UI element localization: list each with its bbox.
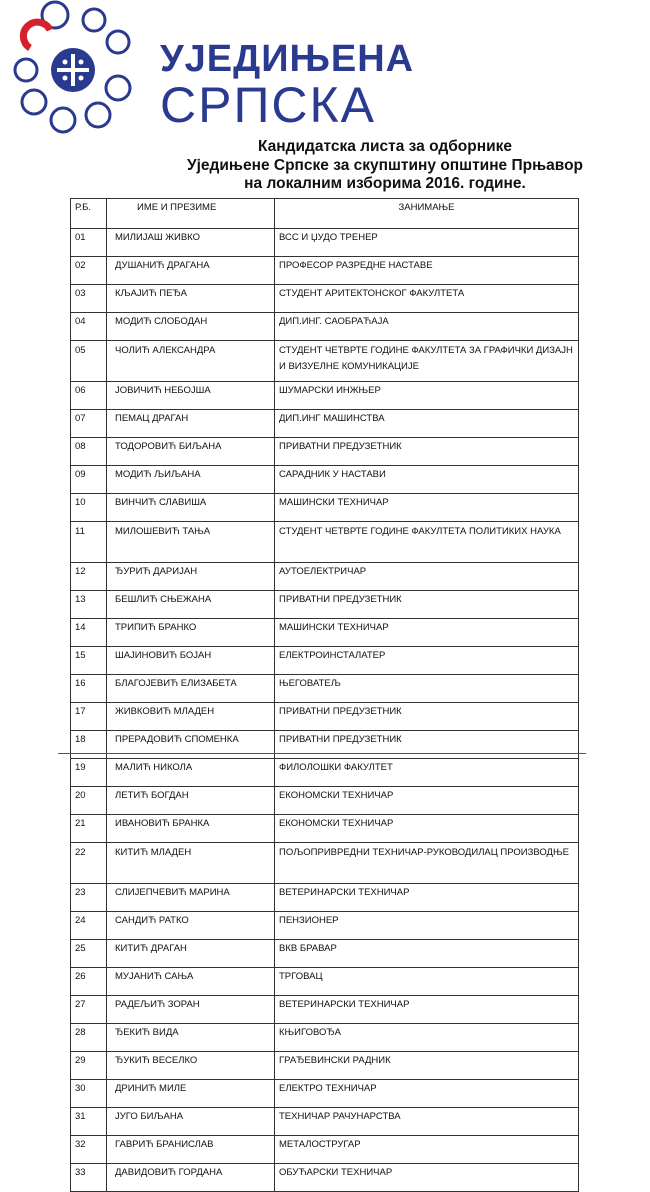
candidate-occupation: ЕКОНОМСКИ ТЕХНИЧАР xyxy=(275,787,579,815)
table-row xyxy=(71,912,579,940)
candidate-name: СЛИЈЕПЧЕВИЋ МАРИНА xyxy=(107,884,275,912)
table-row xyxy=(71,382,579,410)
candidate-number: 08 xyxy=(71,438,107,466)
candidate-number: 32 xyxy=(71,1136,107,1164)
candidate-name: МИЛОШЕВИЋ ТАЊА xyxy=(107,522,275,563)
candidate-occupation: ПРИВАТНИ ПРЕДУЗЕТНИК xyxy=(275,438,579,466)
candidate-occupation: ЊЕГОВАТЕЉ xyxy=(275,675,579,703)
scan-line-divider xyxy=(58,753,586,754)
table-row xyxy=(71,466,579,494)
candidate-number: 29 xyxy=(71,1052,107,1080)
candidate-name: БЕШЛИЋ СЊЕЖАНА xyxy=(107,591,275,619)
table-row xyxy=(71,996,579,1024)
heading-line-3: на локалним изборима 2016. године. xyxy=(244,175,526,192)
candidate-name: ЂЕКИЋ ВИДА xyxy=(107,1024,275,1052)
table-row xyxy=(71,647,579,675)
candidate-name: САНДИЋ РАТКО xyxy=(107,912,275,940)
candidate-occupation: СТУДЕНТ ЧЕТВРТЕ ГОДИНЕ ФАКУЛТЕТА ЗА ГРАФИЧКИ ДИЗАЈН И ВИЗУЕЛНЕ КОМУНИКАЦИЈЕ xyxy=(275,341,579,382)
candidate-number: 21 xyxy=(71,815,107,843)
candidate-occupation: ПОЉОПРИВРЕДНИ ТЕХНИЧАР-РУКОВОДИЛАЦ ПРОИЗВОДЊЕ xyxy=(275,843,579,884)
candidate-number: 11 xyxy=(71,522,107,563)
candidate-number: 10 xyxy=(71,494,107,522)
candidate-occupation: ТРГОВАЦ xyxy=(275,968,579,996)
candidate-occupation: СТУДЕНТ ЧЕТВРТЕ ГОДИНЕ ФАКУЛТЕТА ПОЛИТИКИХ НАУКА xyxy=(275,522,579,563)
candidate-occupation: ВСС И ЏУДО ТРЕНЕР xyxy=(275,229,579,257)
candidate-occupation: ПРОФЕСОР РАЗРЕДНЕ НАСТАВЕ xyxy=(275,257,579,285)
candidate-number: 04 xyxy=(71,313,107,341)
candidate-name: МОДИЋ ЉИЉАНА xyxy=(107,466,275,494)
table-row xyxy=(71,1080,579,1108)
candidate-name: МАЛИЋ НИКОЛА xyxy=(107,759,275,787)
header-occupation: ЗАНИМАЊЕ xyxy=(275,199,579,229)
candidate-number: 30 xyxy=(71,1080,107,1108)
candidate-number: 19 xyxy=(71,759,107,787)
candidate-name: РАДЕЉИЋ ЗОРАН xyxy=(107,996,275,1024)
candidate-number: 14 xyxy=(71,619,107,647)
candidate-name: МОДИЋ СЛОБОДАН xyxy=(107,313,275,341)
candidate-number: 20 xyxy=(71,787,107,815)
candidate-name: ВИНЧИЋ СЛАВИША xyxy=(107,494,275,522)
candidate-occupation: СТУДЕНТ АРИТЕКТОНСКОГ ФАКУЛТЕТА xyxy=(275,285,579,313)
candidate-name: ЈУГО БИЉАНА xyxy=(107,1108,275,1136)
table-row xyxy=(71,815,579,843)
candidate-name: ЂУРИЋ ДАРИЈАН xyxy=(107,563,275,591)
candidate-occupation: КЊИГОВОЂА xyxy=(275,1024,579,1052)
candidate-occupation: ПЕНЗИОНЕР xyxy=(275,912,579,940)
table-row xyxy=(71,787,579,815)
candidate-name: ШАЈИНОВИЋ БОЈАН xyxy=(107,647,275,675)
table-row xyxy=(71,591,579,619)
candidate-name: ТРИПИЋ БРАНКО xyxy=(107,619,275,647)
table-row xyxy=(71,522,579,563)
candidate-occupation: МЕТАЛОСТРУГАР xyxy=(275,1136,579,1164)
table-row xyxy=(71,940,579,968)
candidate-number: 33 xyxy=(71,1164,107,1192)
brand-wordmark xyxy=(160,38,415,133)
candidate-name: КИТИЋ МЛАДЕН xyxy=(107,843,275,884)
candidate-name: ТОДОРОВИЋ БИЉАНА xyxy=(107,438,275,466)
candidate-occupation: ШУМАРСКИ ИНЖЊЕР xyxy=(275,382,579,410)
candidate-name: КИТИЋ ДРАГАН xyxy=(107,940,275,968)
candidate-occupation: ЕЛЕКТРО ТЕХНИЧАР xyxy=(275,1080,579,1108)
candidate-number: 15 xyxy=(71,647,107,675)
document-heading xyxy=(150,138,620,194)
candidate-number: 05 xyxy=(71,341,107,382)
table-row xyxy=(71,341,579,382)
table-row xyxy=(71,968,579,996)
uj-srpska-logo xyxy=(8,0,138,150)
candidate-number: 17 xyxy=(71,703,107,731)
candidate-table xyxy=(70,198,579,1192)
table-row xyxy=(71,1024,579,1052)
candidate-occupation: АУТОЕЛЕКТРИЧАР xyxy=(275,563,579,591)
table-row xyxy=(71,1052,579,1080)
candidate-occupation: ВЕТЕРИНАРСКИ ТЕХНИЧАР xyxy=(275,996,579,1024)
header-name: ИМЕ И ПРЕЗИМЕ xyxy=(107,199,275,229)
table-row xyxy=(71,619,579,647)
candidate-occupation: ТЕХНИЧАР РАЧУНАРСТВА xyxy=(275,1108,579,1136)
table-row xyxy=(71,843,579,884)
candidate-occupation: МАШИНСКИ ТЕХНИЧАР xyxy=(275,619,579,647)
candidate-name: ГАВРИЋ БРАНИСЛАВ xyxy=(107,1136,275,1164)
candidate-number: 03 xyxy=(71,285,107,313)
table-row xyxy=(71,703,579,731)
candidate-name: ЖИВКОВИЋ МЛАДЕН xyxy=(107,703,275,731)
table-row xyxy=(71,563,579,591)
candidate-occupation: ФИЛОЛОШКИ ФАКУЛТЕТ xyxy=(275,759,579,787)
candidate-number: 23 xyxy=(71,884,107,912)
candidate-name: ДУШАНИЋ ДРАГАНА xyxy=(107,257,275,285)
candidate-occupation: ПРИВАТНИ ПРЕДУЗЕТНИК xyxy=(275,591,579,619)
candidate-occupation: САРАДНИК У НАСТАВИ xyxy=(275,466,579,494)
candidate-name: ПРЕРАДОВИЋ СПОМЕНКА xyxy=(107,731,275,759)
candidate-occupation: ВКВ БРАВАР xyxy=(275,940,579,968)
candidate-number: 06 xyxy=(71,382,107,410)
candidate-occupation: ДИП.ИНГ МАШИНСТВА xyxy=(275,410,579,438)
candidate-name: МУЈАНИЋ САЊА xyxy=(107,968,275,996)
candidate-occupation: ГРАЂЕВИНСКИ РАДНИК xyxy=(275,1052,579,1080)
candidate-occupation: ЕКОНОМСКИ ТЕХНИЧАР xyxy=(275,815,579,843)
candidate-name: ЂУКИЋ ВЕСЕЛКО xyxy=(107,1052,275,1080)
candidate-name: КЉАЈИЋ ПЕЂА xyxy=(107,285,275,313)
candidate-occupation: ПРИВАТНИ ПРЕДУЗЕТНИК xyxy=(275,731,579,759)
candidate-occupation: ВЕТЕРИНАРСКИ ТЕХНИЧАР xyxy=(275,884,579,912)
table-row xyxy=(71,410,579,438)
table-row xyxy=(71,1164,579,1192)
table-row xyxy=(71,494,579,522)
candidate-name: ДАВИДОВИЋ ГОРДАНА xyxy=(107,1164,275,1192)
table-row xyxy=(71,313,579,341)
table-row xyxy=(71,438,579,466)
candidate-name: ЈОВИЧИЋ НЕБОЈША xyxy=(107,382,275,410)
candidate-number: 28 xyxy=(71,1024,107,1052)
candidate-name: ЧОЛИЋ АЛЕКСАНДРА xyxy=(107,341,275,382)
candidate-occupation: ПРИВАТНИ ПРЕДУЗЕТНИК xyxy=(275,703,579,731)
table-row xyxy=(71,675,579,703)
candidate-number: 25 xyxy=(71,940,107,968)
candidate-occupation: ЕЛЕКТРОИНСТАЛАТЕР xyxy=(275,647,579,675)
candidate-number: 27 xyxy=(71,996,107,1024)
candidate-occupation: ОБУЋАРСКИ ТЕХНИЧАР xyxy=(275,1164,579,1192)
candidate-occupation: МАШИНСКИ ТЕХНИЧАР xyxy=(275,494,579,522)
candidate-name: ЛЕТИЋ БОГДАН xyxy=(107,787,275,815)
table-row xyxy=(71,731,579,759)
table-row xyxy=(71,285,579,313)
candidate-number: 26 xyxy=(71,968,107,996)
header-number: Р.Б. xyxy=(71,199,107,229)
table-row xyxy=(71,1136,579,1164)
heading-line-2: Уједињене Српске за скупштину општине Прњавор xyxy=(186,156,584,174)
candidate-number: 02 xyxy=(71,257,107,285)
candidate-number: 01 xyxy=(71,229,107,257)
table-row xyxy=(71,884,579,912)
candidate-number: 13 xyxy=(71,591,107,619)
candidate-number: 16 xyxy=(71,675,107,703)
candidate-number: 18 xyxy=(71,731,107,759)
candidate-name: МИЛИЈАШ ЖИВКО xyxy=(107,229,275,257)
candidate-number: 22 xyxy=(71,843,107,884)
candidate-number: 24 xyxy=(71,912,107,940)
table-header-row xyxy=(71,199,579,229)
candidate-name: ПЕМАЦ ДРАГАН xyxy=(107,410,275,438)
table-row xyxy=(71,1108,579,1136)
candidate-name: ДРИНИЋ МИЛЕ xyxy=(107,1080,275,1108)
table-row xyxy=(71,759,579,787)
candidate-occupation: ДИП.ИНГ. САОБРАЋАЈА xyxy=(275,313,579,341)
heading-line-1: Кандидатска листа за одборнике xyxy=(258,138,512,155)
candidate-name: БЛАГОЈЕВИЋ ЕЛИЗАБЕТА xyxy=(107,675,275,703)
brand-line-1: УЈЕДИЊЕНА xyxy=(160,38,415,80)
candidate-number: 12 xyxy=(71,563,107,591)
table-row xyxy=(71,257,579,285)
table-row xyxy=(71,229,579,257)
brand-line-2: СРПСКА xyxy=(160,77,376,133)
candidate-number: 09 xyxy=(71,466,107,494)
candidate-number: 31 xyxy=(71,1108,107,1136)
candidate-number: 07 xyxy=(71,410,107,438)
candidate-name: ИВАНОВИЋ БРАНКА xyxy=(107,815,275,843)
